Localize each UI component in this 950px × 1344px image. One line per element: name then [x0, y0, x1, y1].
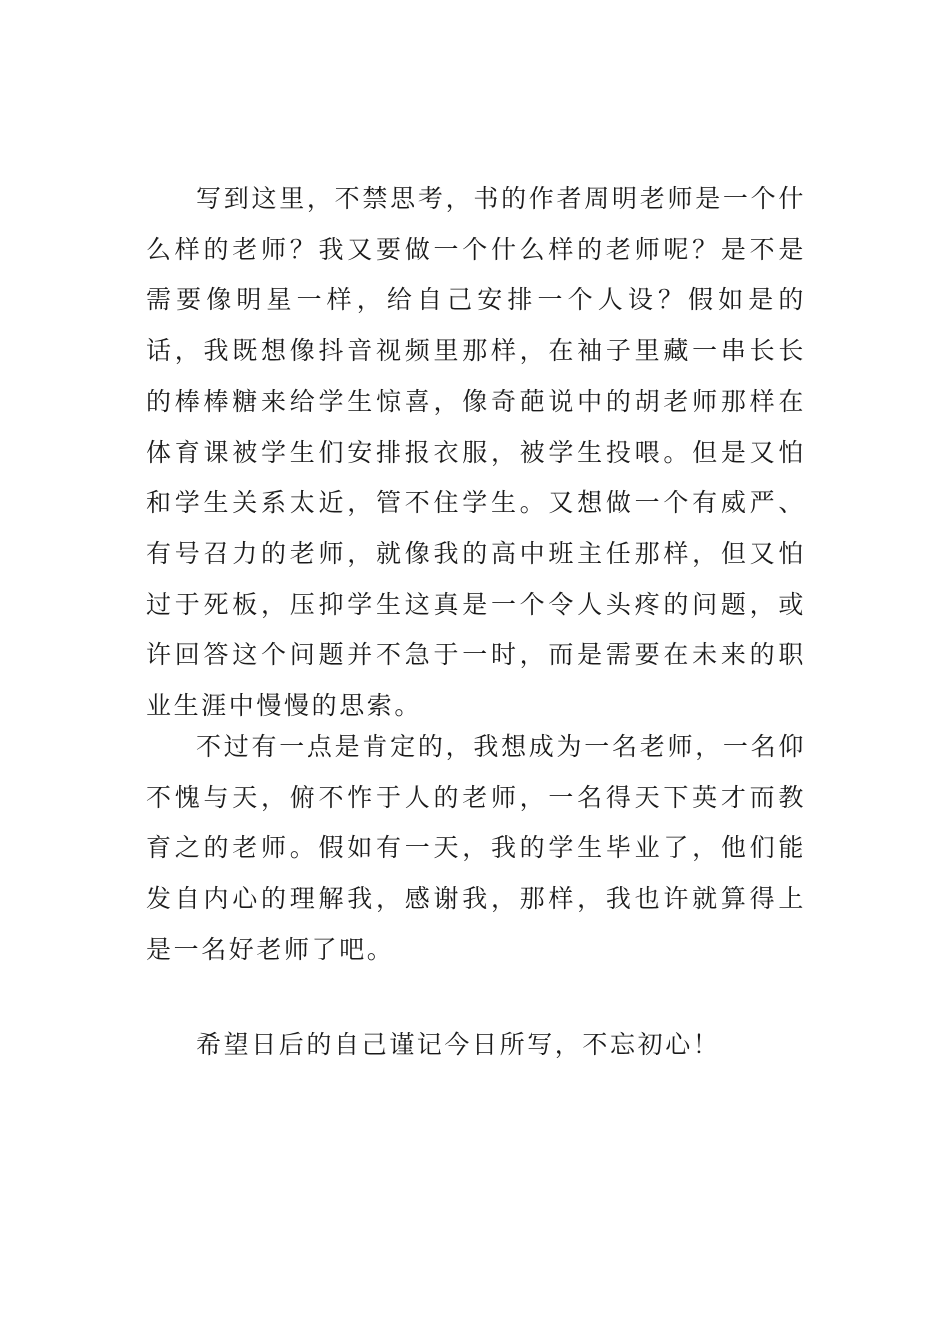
paragraph-aspiration: 不过有一点是肯定的，我想成为一名老师，一名仰不愧与天，俯不怍于人的老师，一名得天下英才而教育之的老师。假如有一天，我的学生毕业了，他们能发自内心的理解我，感谢我，那样，我也许就算得上是一名好老师了吧。: [146, 732, 806, 964]
paragraph-closing: 希望日后的自己谨记今日所写，不忘初心！: [196, 1030, 721, 1059]
paragraph-reflection: 写到这里，不禁思考，书的作者周明老师是一个什么样的老师？我又要做一个什么样的老师呢？是不是需要像明星一样，给自己安排一个人设？假如是的话，我既想像抖音视频里那样，在袖子里藏一串长长的棒棒糖来给学生惊喜，像奇葩说中的胡老师那样在体育课被学生们安排报衣服，被学生投喂。但是又怕和学生关系太近，管不住学生。又想做一个有威严、有号召力的老师，就像我的高中班主任那样，但又怕过于死板，压抑学生这真是一个令人头疼的问题，或许回答这个问题并不急于一时，而是需要在未来的职业生涯中慢慢的思索。: [146, 184, 806, 721]
